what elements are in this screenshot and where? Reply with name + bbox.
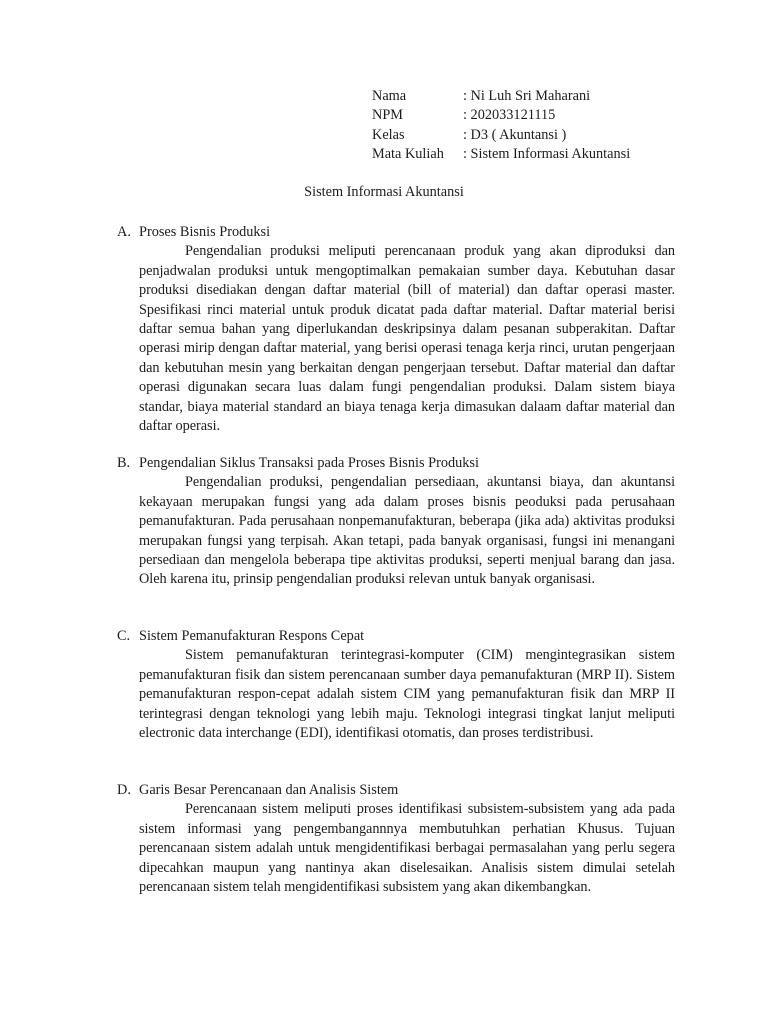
- section-heading-text: Garis Besar Perencanaan dan Analisis Sistem: [139, 782, 399, 798]
- section-heading: [117, 454, 675, 473]
- document-title: Sistem Informasi Akuntansi: [304, 184, 464, 200]
- section-d: [117, 781, 675, 897]
- info-label: NPM: [372, 107, 403, 124]
- section-paragraph: Perencanaan sistem meliputi proses identifikasi subsistem-subsistem yang ada pada sistem informasi yang pengembangannnya membutuhkan perhatian Khusus. Tujuan perencanaan sistem adalah untuk mengidentifikasi berbagai permasalahan yang perlu segera dipecahkan maupun yang nantinya akan diselesaikan. Analisis sistem dimulai setelah perencanaan sistem telah mengidentifikasi subsistem yang akan dikembangkan.: [139, 801, 675, 896]
- info-row-npm: [372, 106, 630, 125]
- info-value: : Ni Luh Sri Maharani: [463, 88, 591, 104]
- student-info-block: [372, 87, 630, 165]
- section-paragraph: Pengendalian produksi meliputi perencanaan produk yang akan diproduksi dan penjadwalan produksi untuk mengoptimalkan pemakaian sumber daya. Kebutuhan dasar produksi disediakan dengan daftar material (bill of material) dan daftar operasi master. Spesifikasi rinci material untuk produk dicatat pada daftar material. Daftar material berisi daftar semua bahan yang diperlukandan deskripsinya dalam pesanan subperakitan. Daftar operasi mirip dengan daftar material, yang berisi operasi tenaga kerja rinci, urutan pengerjaan dan kebutuhan mesin yang berkaitan dengan pengerjaan tersebut. Daftar material dan daftar operasi digunakan secara luas dalam fungi pengendalian produksi. Dalam sistem biaya standar, biaya material standard an biaya tenaga kerja dimasukan dalaam daftar material dan daftar operasi.: [139, 243, 675, 435]
- section-heading: [117, 781, 675, 800]
- info-label: Nama: [372, 88, 407, 104]
- info-row-name: [372, 87, 630, 106]
- section-letter: A.: [117, 224, 131, 240]
- section-letter: C.: [117, 628, 131, 644]
- section-heading: [117, 627, 675, 646]
- section-letter: B.: [117, 455, 131, 471]
- info-row-class: [372, 126, 630, 145]
- section-paragraph: Pengendalian produksi, pengendalian persediaan, akuntansi biaya, dan akuntansi kekayaan merupakan fungsi yang ada dalam proses bisnis peoduksi pada perusahaan pemanufakturan. Pada perusahaan nonpemanufakturan, beberapa (jika ada) aktivitas produksi merupakan fungsi yang terpisah. Akan tetapi, pada banyak organisasi, fungsi ini menangani persediaan dan mengelola beberapa tipe aktivitas produksi, seperti menjual barang dan jasa. Oleh karena itu, prinsip pengendalian produksi relevan untuk banyak organisasi.: [139, 474, 675, 588]
- info-label: Kelas: [372, 126, 405, 143]
- section-c: [117, 627, 675, 743]
- info-row-course: [372, 145, 630, 164]
- section-heading-text: Sistem Pemanufakturan Respons Cepat: [139, 628, 365, 644]
- section-letter: D.: [117, 782, 131, 798]
- section-heading-text: Pengendalian Siklus Transaksi pada Proses Bisnis Produksi: [139, 455, 479, 471]
- section-a: [117, 223, 675, 436]
- info-value: : Sistem Informasi Akuntansi: [463, 146, 631, 163]
- info-value: : 202033121115: [463, 107, 556, 124]
- section-heading-text: Proses Bisnis Produksi: [139, 224, 271, 240]
- section-b: [117, 454, 675, 590]
- info-label: Mata Kuliah: [372, 146, 444, 163]
- section-heading: [117, 223, 675, 242]
- section-paragraph: Sistem pemanufakturan terintegrasi-komputer (CIM) mengintegrasikan sistem pemanufakturan fisik dan sistem perencanaan sumber daya pemanufakturan (MRP II). Sistem pemanufakturan respon-cepat adalah sistem CIM yang pemanufakturan fisik dan MRP II terintegrasi dengan teknologi yang lebih maju. Teknologi integrasi tingkat lanjut meliputi electronic data interchange (EDI), identifikasi otomatis, dan proses terdistribusi.: [139, 647, 675, 742]
- info-value: : D3 ( Akuntansi ): [463, 126, 567, 143]
